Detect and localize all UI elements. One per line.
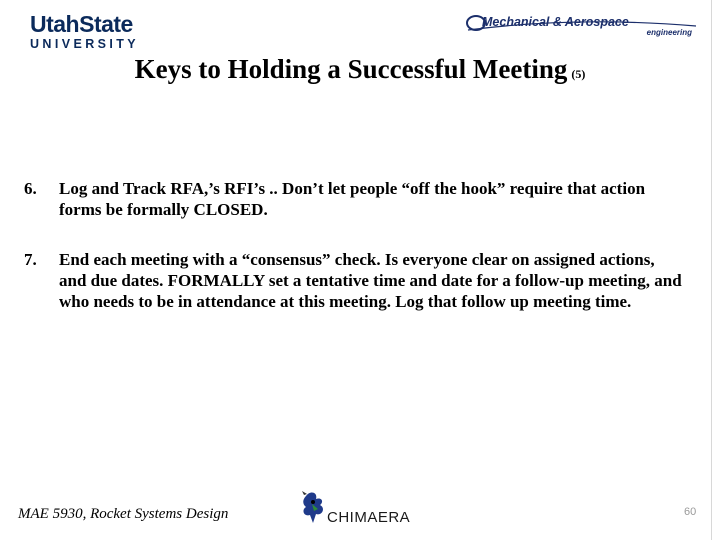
slide-title — [0, 52, 720, 91]
chimaera-wordmark: CHIMAERA — [327, 509, 411, 526]
mae-logo-line1: Mechanical & Aerospace — [482, 15, 629, 29]
chimaera-logo — [296, 490, 411, 528]
usu-logo-line1: UtahState — [30, 11, 133, 37]
list-item-number: 7. — [24, 250, 37, 269]
slide-title-text: Keys to Holding a Successful Meeting — [134, 54, 568, 84]
list-item-number: 6. — [24, 179, 37, 198]
list-item-text: End each meeting with a “consensus” check. Is everyone clear on assigned actions, and due dates. FORMALLY set a tentative time and date for a follow-up meeting, and who needs to be in attendance at this meeting. Log that follow up meeting time. — [59, 250, 682, 311]
list-item — [24, 249, 684, 312]
mae-logo-line2: engineering — [646, 28, 692, 37]
page-number: 60 — [684, 506, 697, 518]
slide-title-suffix: (5) — [571, 67, 586, 81]
slide-right-border — [711, 0, 712, 540]
list-item-text: Log and Track RFA,’s RFI’s .. Don’t let people “off the hook” require that action forms be formally CLOSED. — [59, 179, 646, 219]
course-footer: MAE 5930, Rocket Systems Design — [18, 506, 229, 522]
utah-state-university-logo — [30, 12, 155, 50]
list-item — [24, 178, 684, 220]
mechanical-aerospace-engineering-logo — [466, 14, 698, 40]
usu-logo-line2: UNIVERSITY — [30, 37, 140, 51]
